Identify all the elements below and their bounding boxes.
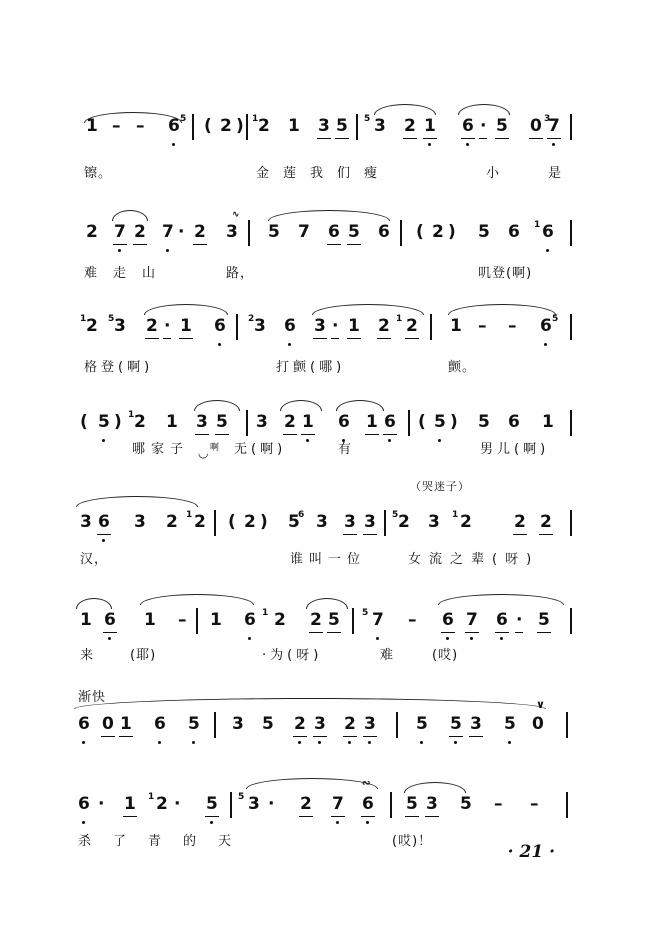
note: 6	[496, 610, 508, 630]
note: 3	[254, 316, 266, 336]
note: 3	[364, 714, 376, 734]
note: 5	[504, 714, 516, 734]
note: –	[508, 316, 517, 336]
note: 6	[98, 512, 110, 532]
lyric: 啊	[210, 443, 221, 453]
music-system-8	[0, 778, 655, 900]
note: 6	[462, 116, 474, 136]
note: 6	[328, 222, 340, 242]
note: 7	[466, 610, 478, 630]
note: –	[530, 794, 539, 814]
note: 3	[256, 412, 268, 432]
lyric: 是	[548, 166, 563, 181]
lyric: 打颤(哪)	[276, 360, 346, 375]
lyric: (哎)！	[392, 834, 433, 849]
note: )	[260, 512, 268, 532]
notation-line: 1 2 5 3 2 · 1 6 2 3 6 3 · 1 2 1 2 1 – – 6 5	[0, 312, 655, 352]
note: 5	[538, 610, 550, 630]
note: ·	[174, 794, 181, 814]
note: 0	[530, 116, 542, 136]
lyric: 金莲我们瘦	[256, 166, 392, 181]
note: 2	[432, 222, 444, 242]
note: 7	[372, 610, 384, 630]
note: 1	[288, 116, 300, 136]
note: 5	[262, 714, 274, 734]
note: 3	[470, 714, 482, 734]
note: 3	[428, 512, 440, 532]
note: 5	[460, 794, 472, 814]
note: 1	[348, 316, 360, 336]
note: 1	[120, 714, 132, 734]
note: 2	[194, 512, 206, 532]
note: –	[178, 610, 187, 630]
note: 7	[114, 222, 126, 242]
tempo-mark: 渐快	[78, 690, 107, 705]
lyric: (哎)	[432, 648, 459, 663]
note: 5	[434, 412, 446, 432]
note: (	[80, 412, 88, 432]
note: (	[416, 222, 424, 242]
note: 6	[78, 794, 90, 814]
note: 5	[406, 794, 418, 814]
note: 2	[514, 512, 526, 532]
note: 5	[478, 222, 490, 242]
note: 7	[162, 222, 174, 242]
note: 3	[316, 512, 328, 532]
note: 1	[542, 412, 554, 432]
lyric: (耶)	[130, 648, 157, 663]
note: –	[136, 116, 145, 136]
note: )	[236, 116, 244, 136]
lyric: 谁叫一位	[290, 552, 367, 567]
music-system-1	[0, 112, 655, 222]
note: 3	[314, 316, 326, 336]
note: 5	[336, 116, 348, 136]
note: 1	[124, 794, 136, 814]
note: 5	[216, 412, 228, 432]
note: 0	[102, 714, 114, 734]
lyric: 小	[486, 166, 501, 181]
note: 6	[154, 714, 166, 734]
lyric: 男儿(啊)	[480, 442, 550, 457]
note: 6	[78, 714, 90, 734]
note: 2	[540, 512, 552, 532]
note: 6	[284, 316, 296, 336]
note: 2	[134, 222, 146, 242]
note: 6	[542, 222, 554, 242]
lyric: 哪家子	[132, 442, 190, 457]
note: 6	[384, 412, 396, 432]
note: 2	[86, 316, 98, 336]
notation-line: 6 · 1 1 2 · 5 5 3 · 2 7 6 ∾ 5 3 5 – –	[0, 790, 655, 830]
note: 2	[344, 714, 356, 734]
note: ·	[98, 794, 105, 814]
note: 6	[168, 116, 180, 136]
note: –	[112, 116, 121, 136]
note: )	[450, 412, 458, 432]
note: 2	[166, 512, 178, 532]
notation-line: 1 – – 6 5 ( 2 ) 1 2 1 3 5 5 3 2 1 6 · 5 0 7 3	[0, 112, 655, 152]
notation-line: ( 5 ) 1 2 1 3 5 3 2 1 6 1 6 ( 5 ) 5 6 1	[0, 408, 655, 448]
lyric: 镲。	[84, 166, 113, 181]
note: 3	[232, 714, 244, 734]
note: 2	[284, 412, 296, 432]
note: 5	[188, 714, 200, 734]
breath-mark: ◡	[198, 446, 209, 460]
note: –	[478, 316, 487, 336]
note: 1	[450, 316, 462, 336]
note: 1	[210, 610, 222, 630]
music-system-3	[0, 312, 655, 422]
note: 2	[460, 512, 472, 532]
note: 2	[310, 610, 322, 630]
note: 2	[134, 412, 146, 432]
note: 3	[344, 512, 356, 532]
note: 1	[302, 412, 314, 432]
note: 6	[214, 316, 226, 336]
lyric: 杀了青的天	[78, 834, 254, 849]
note: 5	[328, 610, 340, 630]
note: (	[228, 512, 236, 532]
lyric: 难	[380, 648, 395, 663]
lyric: 无(啊)	[234, 442, 287, 457]
note: 1	[424, 116, 436, 136]
note: 2	[194, 222, 206, 242]
note: (	[418, 412, 426, 432]
note: 3	[374, 116, 386, 136]
note: 1	[80, 610, 92, 630]
note: 3	[248, 794, 260, 814]
note: 3	[80, 512, 92, 532]
note: 2	[146, 316, 158, 336]
note: –	[408, 610, 417, 630]
note: ·	[178, 222, 185, 242]
lyric: 格登(啊)	[84, 360, 154, 375]
note: 1	[166, 412, 178, 432]
note: 3	[134, 512, 146, 532]
note: 7	[298, 222, 310, 242]
note: 6	[338, 412, 350, 432]
note: ·	[332, 316, 339, 336]
page-number: · 21 ·	[507, 842, 555, 862]
note: 3	[364, 512, 376, 532]
note: ·	[516, 610, 523, 630]
note: )	[448, 222, 456, 242]
note: 5	[478, 412, 490, 432]
lyric: 汉，	[80, 552, 109, 567]
note: 1	[144, 610, 156, 630]
note: 2	[294, 714, 306, 734]
note: 6	[508, 222, 520, 242]
note: 3	[426, 794, 438, 814]
lyric: 叽登(啊)	[478, 266, 533, 281]
lyric: 难走山	[84, 266, 172, 281]
note: 0	[532, 714, 544, 734]
note: 5	[416, 714, 428, 734]
note: 5	[496, 116, 508, 136]
note: 5	[98, 412, 110, 432]
note: 6	[104, 610, 116, 630]
lyric: 女流之辈(呀)	[408, 552, 540, 567]
note: 2	[398, 512, 410, 532]
note: 3	[114, 316, 126, 336]
note: 3	[318, 116, 330, 136]
note: ·	[480, 116, 487, 136]
tune-name: （哭迷子）	[410, 480, 470, 493]
lyric: ·为(呀)	[262, 648, 323, 663]
note: 5	[450, 714, 462, 734]
note: 5	[288, 512, 300, 532]
note: 2	[274, 610, 286, 630]
note: 2	[404, 116, 416, 136]
note: –	[494, 794, 503, 814]
notation-line: 1 6 1 – 1 6 1 2 2 5 5 7 – 6 7 6 · 5	[0, 606, 655, 646]
lyric: 颤。	[448, 360, 477, 375]
note: 6	[540, 316, 552, 336]
notation-line: 2 7 2 7 · 2 3 ∿ 5 7 6 5 6 ( 2 ) 5 6 1 6	[0, 218, 655, 258]
note: 6	[378, 222, 390, 242]
note: 2	[378, 316, 390, 336]
note: 2	[156, 794, 168, 814]
note: 6	[244, 610, 256, 630]
note: 6	[508, 412, 520, 432]
note: 6	[442, 610, 454, 630]
note: 5	[268, 222, 280, 242]
notation-line: 6 0 1 6 5 3 5 2 3 2 3 5 5 3 5 0 ∨	[0, 710, 655, 750]
note: ·	[268, 794, 275, 814]
note: 1	[86, 116, 98, 136]
note: 2	[244, 512, 256, 532]
note: 5	[348, 222, 360, 242]
note: 7	[332, 794, 344, 814]
note: 2	[258, 116, 270, 136]
note: ·	[164, 316, 171, 336]
note: 1	[366, 412, 378, 432]
note: 2	[406, 316, 418, 336]
note: 3	[196, 412, 208, 432]
note: (	[204, 116, 212, 136]
note: 3	[226, 222, 238, 242]
note: )	[114, 412, 122, 432]
note: 2	[86, 222, 98, 242]
lyric: 有	[338, 442, 353, 457]
note: 2	[220, 116, 232, 136]
note: 3	[314, 714, 326, 734]
notation-line: 3 6 3 2 1 2 ( 2 ) 5 6 3 3 3 5 2 3 1 2 2 2	[0, 508, 655, 548]
note: 7	[548, 116, 560, 136]
note: 6	[362, 794, 374, 814]
lyric: 路，	[226, 266, 255, 281]
note: 1	[180, 316, 192, 336]
note: 5	[206, 794, 218, 814]
note: 2	[300, 794, 312, 814]
lyric: 来	[80, 648, 95, 663]
